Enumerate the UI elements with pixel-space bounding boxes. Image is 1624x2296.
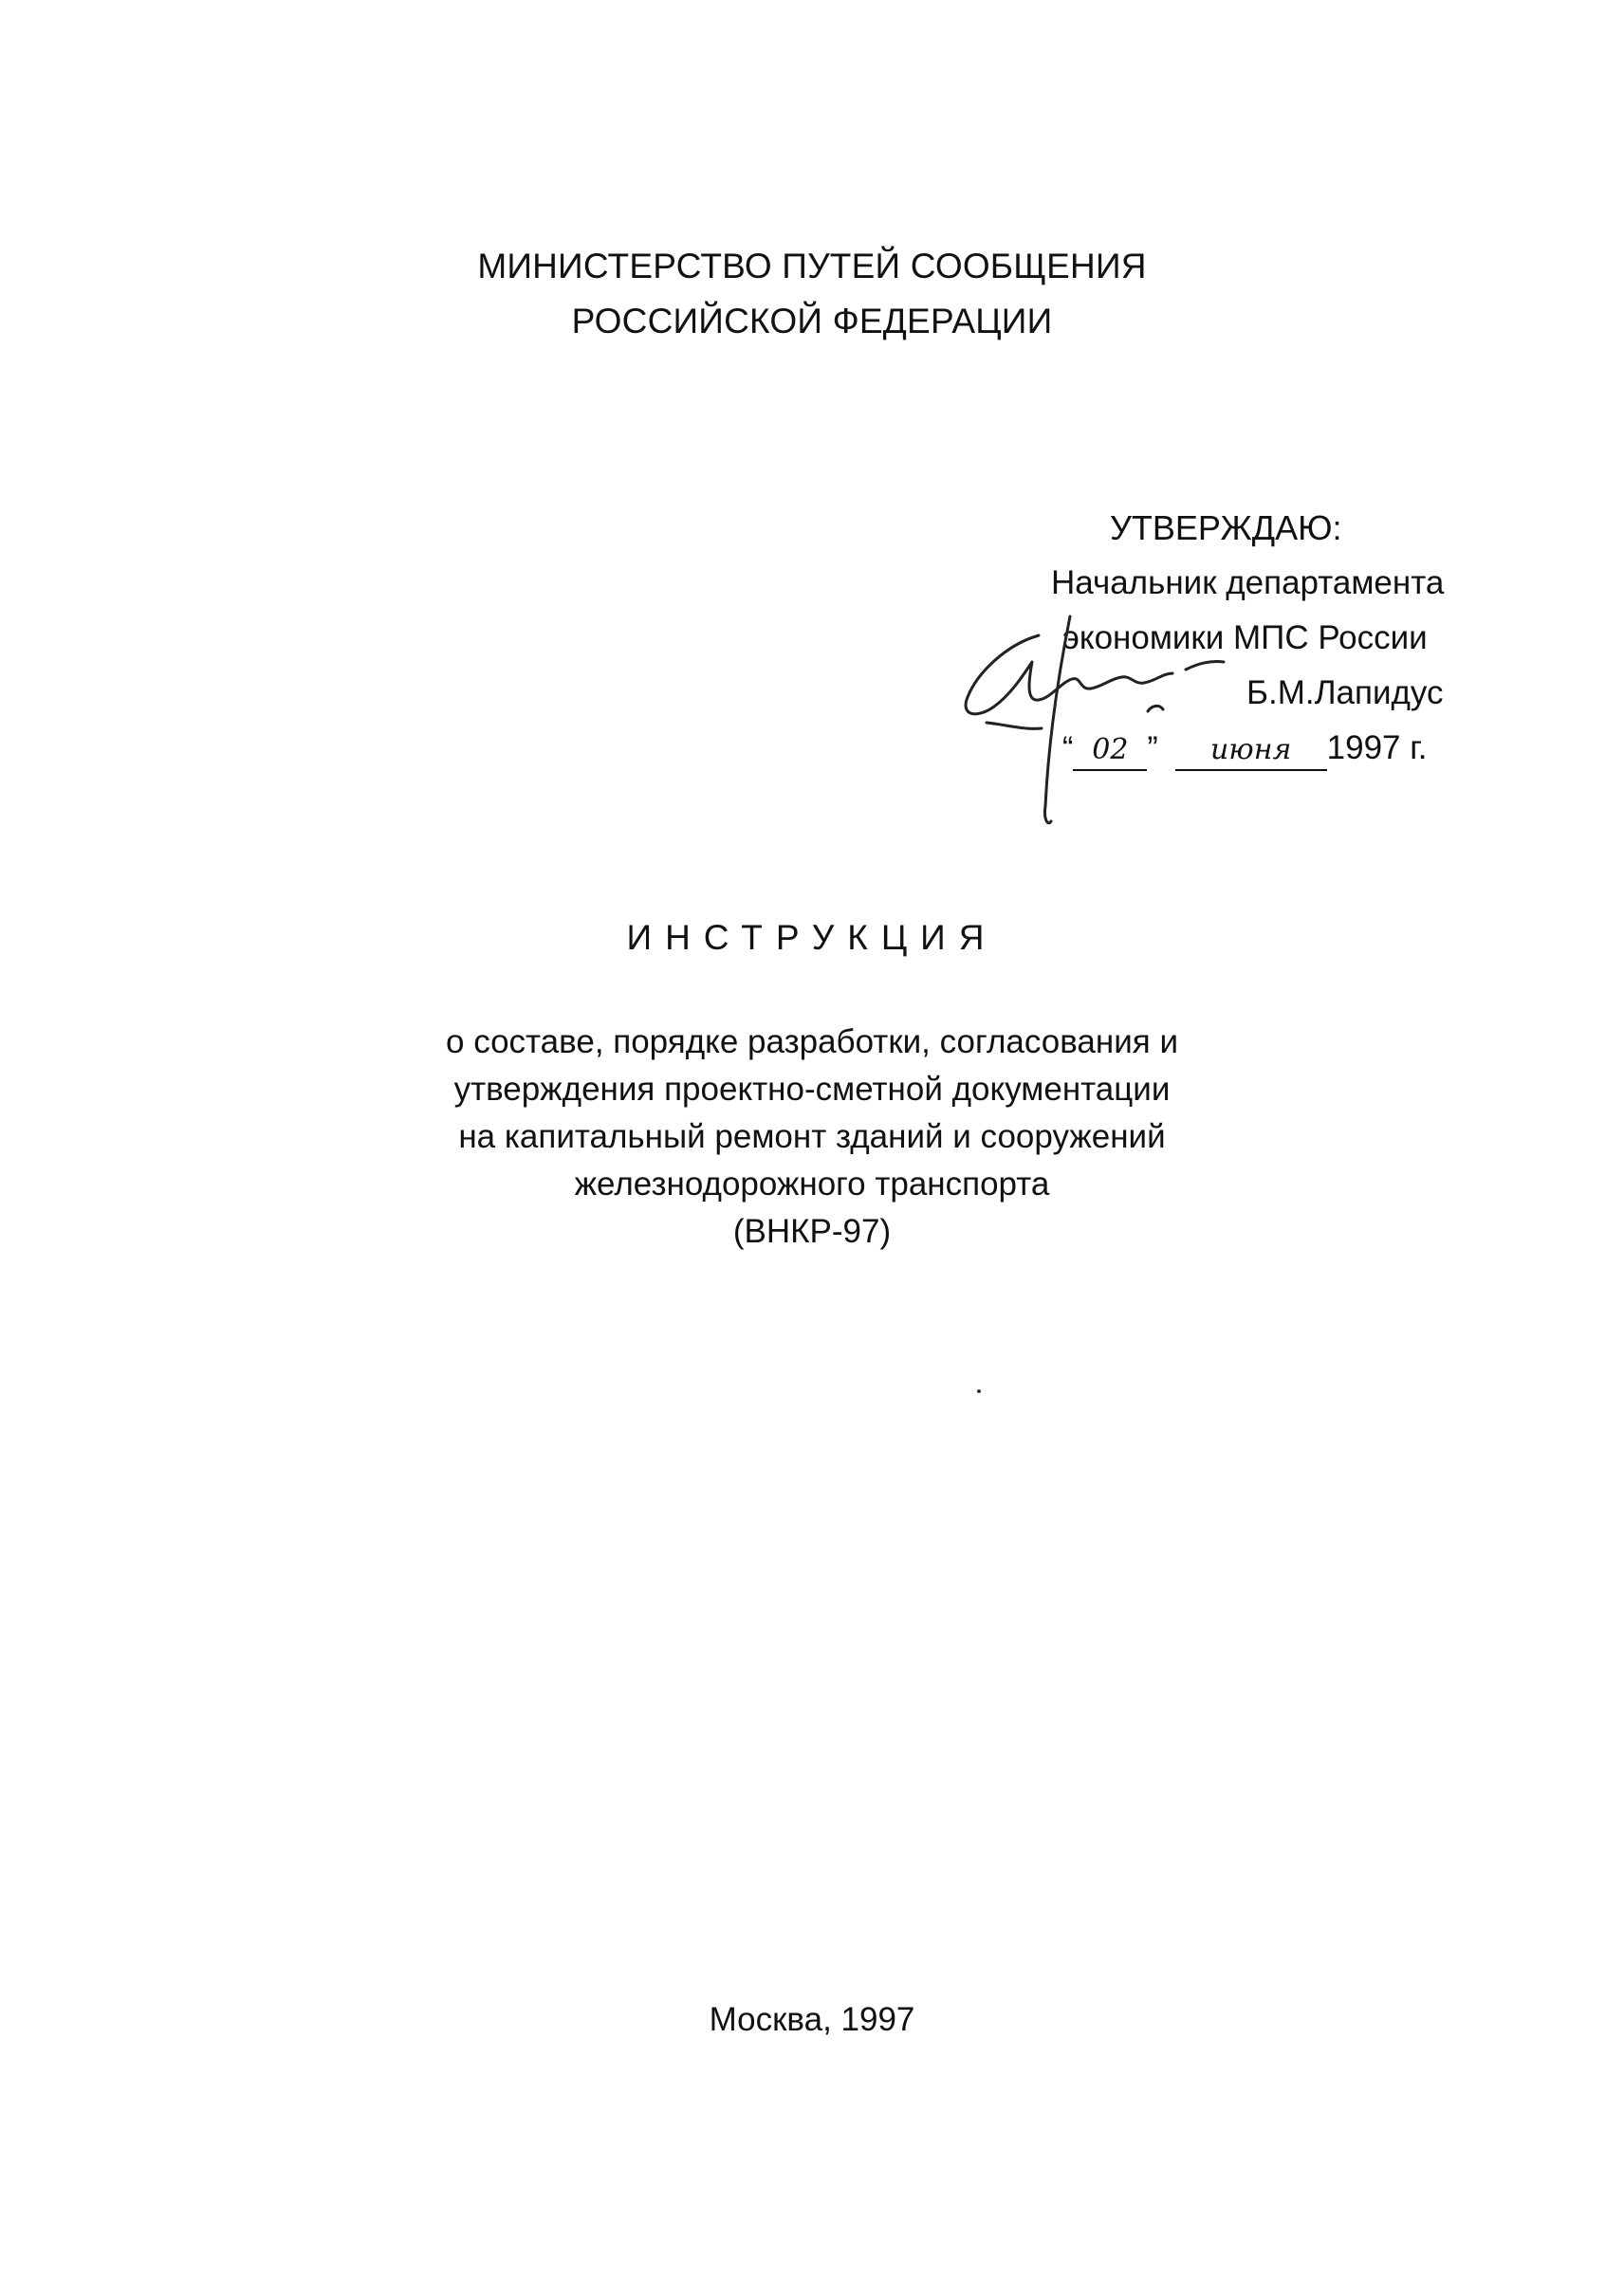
document-title: ИНСТРУКЦИЯ <box>626 918 998 957</box>
approval-date-day: 02 <box>1073 731 1147 771</box>
subject-line-5: (ВНКР-97) <box>732 1213 892 1250</box>
ministry-line-1: МИНИСТЕРСТВО ПУТЕЙ СООБЩЕНИЯ <box>477 247 1147 285</box>
ministry-header <box>0 239 1624 349</box>
document-subject <box>0 1019 1624 1256</box>
ministry-line-2: РОССИЙСКОЙ ФЕДЕРАЦИИ <box>571 302 1053 340</box>
approval-title: УТВЕРЖДАЮ: <box>1110 508 1342 547</box>
approval-signer-name: Б.М.Лапидус <box>1246 674 1444 711</box>
subject-line-3: на капитальный ремонт зданий и сооружений <box>458 1118 1166 1155</box>
handwritten-signature <box>949 607 1262 835</box>
approval-date: “ 02 ” июня 1997 г. <box>1062 721 1427 776</box>
subject-line-2: утверждения проектно-сметной документации <box>453 1071 1171 1108</box>
approval-date-month: июня <box>1175 731 1327 771</box>
subject-line-4: железнодорожного транспорта <box>574 1166 1050 1203</box>
scan-speck <box>977 1389 981 1393</box>
city-year: Москва, 1997 <box>709 2001 915 2038</box>
approval-position-line-1: Начальник департамента <box>1051 564 1445 601</box>
approval-position-line-2: экономики МПС России <box>1062 619 1428 656</box>
subject-line-1: о составе, порядке разработки, согласования и <box>446 1023 1178 1060</box>
approval-date-year: 1997 г. <box>1326 729 1428 766</box>
